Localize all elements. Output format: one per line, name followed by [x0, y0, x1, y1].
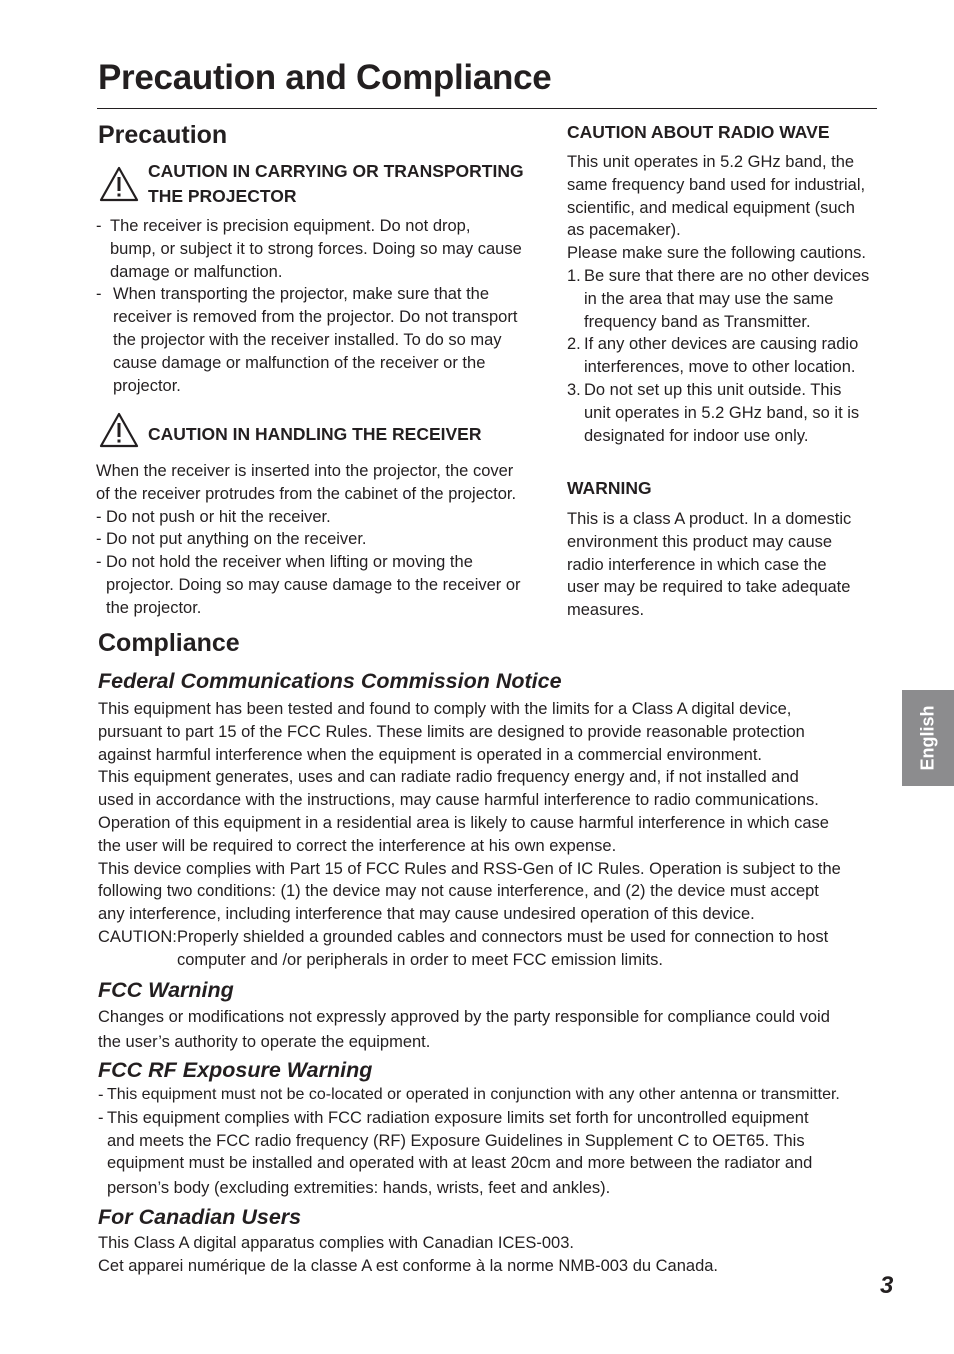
radio-section: This unit operates in 5.2 GHz band, the same frequency band used for industrial, scientific, and medical equipment (such as pacemaker). Please make sure the following cautions. 1. Be sure that there are no other devices in the area that may use the same frequency band as Transmitter. 2. If any other devices are causing radio interferences, move to other location. 3. Do not set up this unit outside. This unit operates in 5.2 GHz band, so it is designated for indoor use only.	[567, 151, 887, 447]
list-item: 3. Do not set up this unit outside. This unit operates in 5.2 GHz band, so it is designated for indoor use only.	[567, 380, 860, 445]
list-item: - Do not put anything on the receiver.	[96, 530, 367, 549]
list-item: - Do not hold the receiver when lifting or moving the projector. Doing so may cause damage to the receiver or the projector.	[96, 553, 521, 617]
handling-section	[96, 460, 546, 620]
warning-triangle-icon	[99, 412, 139, 448]
paragraph-line: When the receiver is inserted into the projector, the cover	[96, 462, 514, 480]
list-item: - Do not push or hit the receiver.	[96, 507, 331, 526]
list-item: - When transporting the projector, make sure that the receiver is removed from the projector. Do not transport the projector with the receiver installed. To do so may cause damage or malfunction of the receiver or the projector.	[96, 285, 518, 395]
precaution-heading: Precaution	[98, 121, 228, 149]
fcc-warning-text: Changes or modifications not expressly approved by the party responsible for compliance could void the user’s authority to operate the equipment.	[98, 1008, 830, 1051]
fcc-notice-text: This equipment has been tested and found to comply with the limits for a Class A digital device, pursuant to part 15 of the FCC Rules. These limits are designed to provide reasonable protection against harmful interference when the equipment is operated in a commercial environment. This equipment generates, uses and can radiate radio frequency energy and, if not installed and used in accordance with the instructions, may cause harmful interference to radio communications. Operation of this equipment in a residential area is likely to cause harmful interference in which case the user will be required to correct the interference at his own expense. This device complies with Part 15 of FCC Rules and RSS-Gen of IC Rules. Operation is subject to the following two conditions: (1) the device may not cause interference, and (2) the device must accept any interference, including interference that may cause undesired operation of this device. CAUTION: Properly shielded a grounded cables and connectors must be used for connection to host computer and /or peripherals in order to meet FCC emission limits.	[98, 698, 888, 972]
fcc-warning-title: FCC Warning	[98, 978, 234, 1002]
carrying-list	[96, 215, 546, 397]
radio-caution-title: CAUTION ABOUT RADIO WAVE	[567, 122, 830, 142]
caution-note: CAUTION: Properly shielded a grounded cables and connectors must be used for connection to host computer and /or peripherals in order to meet FCC emission limits.	[98, 927, 829, 969]
language-label: English	[917, 705, 938, 771]
compliance-heading: Compliance	[98, 629, 240, 657]
warning-text: This is a class A product. In a domestic environment this product may cause radio interference in which case the user may be required to take adequate measures.	[567, 510, 852, 620]
page-title: Precaution and Compliance	[98, 58, 552, 97]
warning-triangle-icon	[99, 166, 139, 202]
canadian-users-text: This Class A digital apparatus complies with Canadian ICES-003. Cet apparei numérique de la classe A est conforme à la norme NMB-003 du Canada.	[98, 1234, 719, 1275]
paragraph-line: of the receiver protrudes from the cabinet of the projector.	[96, 484, 517, 503]
fcc-rf-title: FCC RF Exposure Warning	[98, 1058, 373, 1082]
warning-title: WARNING	[567, 478, 652, 498]
fcc-notice-title: Federal Communications Commission Notice	[98, 669, 562, 693]
list-item: 1. Be sure that there are no other devices in the area that may use the same frequency band as Transmitter.	[567, 266, 870, 331]
list-item: - This equipment complies with FCC radiation exposure limits set forth for uncontrolled equipment and meets the FCC radio frequency (RF) Exposure Guidelines in Supplement C to OET65. This equipment must be installed and operated with at least 20cm and more between the radiator and person’s body (excluding extremities: hands, wrists, feet and ankles).	[98, 1108, 813, 1198]
carrying-caution-title: CAUTION IN CARRYING OR TRANSPORTING THE PROJECTOR	[148, 161, 524, 206]
list-item: - This equipment must not be co-located or operated in conjunction with any other antenna or transmitter.	[98, 1086, 840, 1104]
page-number: 3	[880, 1272, 894, 1299]
list-item: - The receiver is precision equipment. Do not drop, bump, or subject it to strong forces. Doing so may cause damage or malfunction.	[96, 217, 522, 281]
list-item: 2. If any other devices are causing radio interferences, move to other location.	[567, 335, 859, 377]
fcc-rf-list	[98, 1084, 888, 1200]
language-side-tab	[902, 690, 954, 786]
title-rule	[97, 108, 877, 109]
handling-caution-title: CAUTION IN HANDLING THE RECEIVER	[148, 424, 482, 444]
canadian-users-title: For Canadian Users	[98, 1205, 302, 1229]
